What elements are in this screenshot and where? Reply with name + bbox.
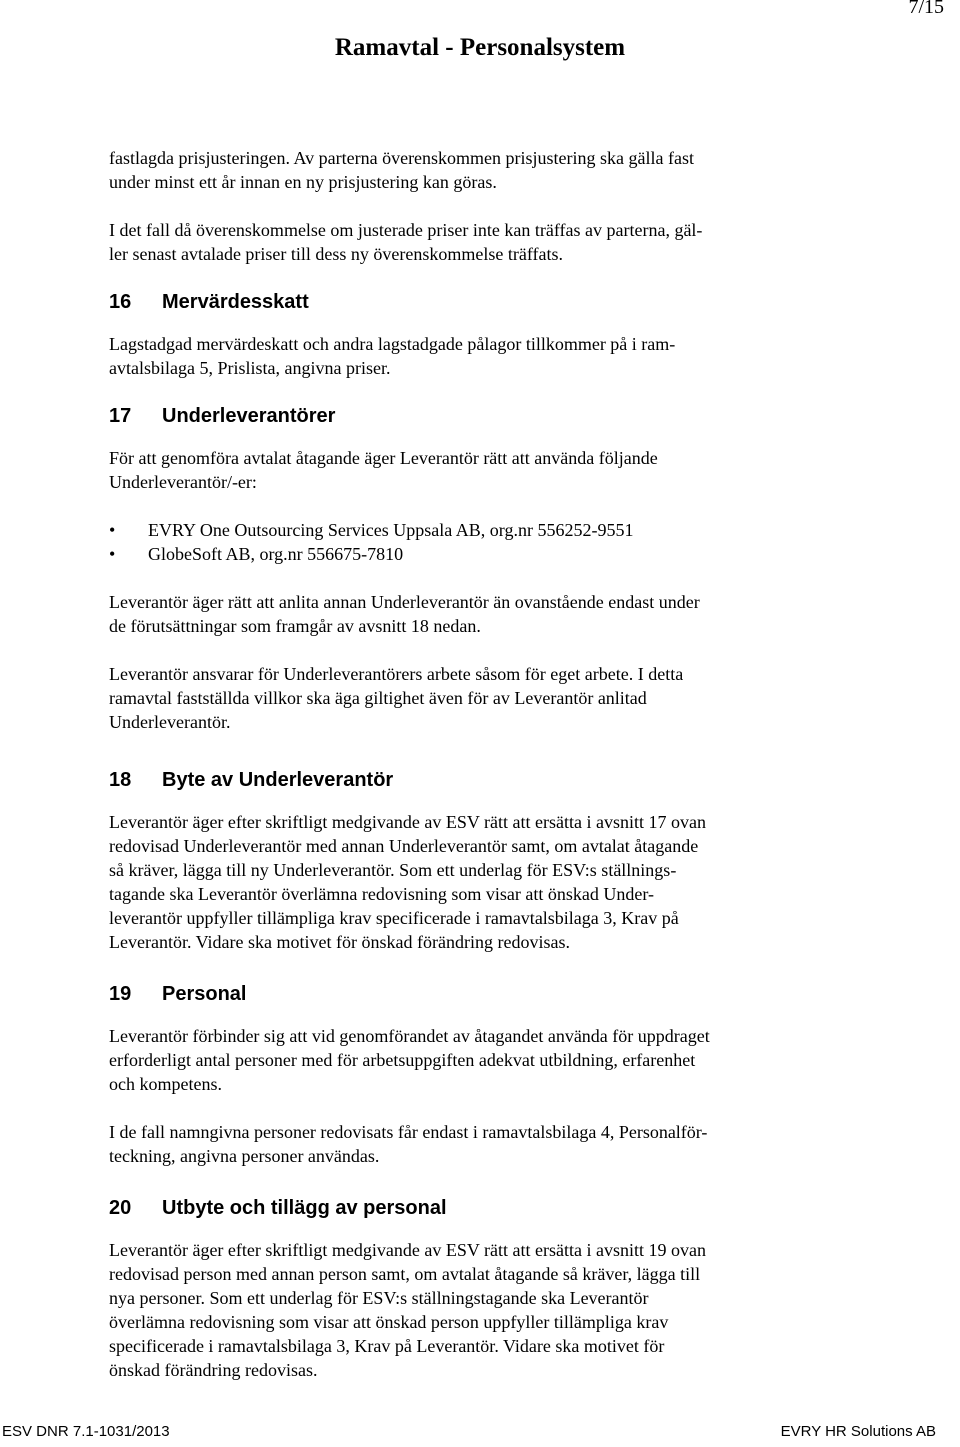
section-16-number: 16 <box>109 291 132 313</box>
section-20-title: Utbyte och tillägg av personal <box>162 1197 447 1219</box>
footer-company: EVRY HR Solutions AB <box>780 1423 936 1440</box>
section-16-heading <box>109 290 789 314</box>
section-16-paragraph-1: Lagstadgad mervärdeskatt och andra lagstadgade pålagor tillkommer på i ram- avtalsbilaga 5, Prislista, angivna priser. <box>109 334 676 378</box>
section-20-number: 20 <box>109 1197 132 1219</box>
page-number: 7/15 <box>908 0 944 18</box>
section-17-title: Underleverantörer <box>162 405 336 427</box>
bullet-icon: • <box>109 544 116 564</box>
section-20-paragraph-1: Leverantör äger efter skriftligt medgivande av ESV rätt att ersätta i avsnitt 19 ovan redovisad person med annan person samt, om avtalat åtagande så kräver, lägga till nya personer. Som ett underlag för ESV:s ställningstagande ska Leverantör överlämna redovisning som visar att önskad person uppfyller tillämpliga krav specificerade i ramavtalsbilaga 3, Krav på Leverantör. Vidare ska motivet för önskad förändring redovisas. <box>109 1240 706 1380</box>
section-17-heading <box>109 404 789 428</box>
intro-paragraph-1: fastlagda prisjusteringen. Av parterna överenskommen prisjustering ska gälla fast under minst ett år innan en ny prisjustering kan göras. <box>109 148 694 192</box>
bullet-icon: • <box>109 520 116 540</box>
section-20-heading <box>109 1196 789 1220</box>
section-17-number: 17 <box>109 405 132 427</box>
section-17-paragraph-1: För att genomföra avtalat åtagande äger Leverantör rätt att använda följande Underleverantör/-er: <box>109 448 658 492</box>
section-19-paragraph-2: I de fall namngivna personer redovisats får endast i ramavtalsbilaga 4, Personalför- teckning, angivna personer användas. <box>109 1122 708 1166</box>
intro-paragraph-2: I det fall då överenskommelse om justerade priser inte kan träffas av parterna, gäl- ler senast avtalade priser till dess ny överenskommelse träffats. <box>109 220 703 264</box>
section-17-paragraph-2: Leverantör äger rätt att anlita annan Underleverantör än ovanstående endast under de förutsättningar som framgår av avsnitt 18 nedan. <box>109 592 700 636</box>
section-19-title: Personal <box>162 983 247 1005</box>
section-19-heading <box>109 982 789 1006</box>
list-item <box>109 542 789 566</box>
section-18-paragraph-1: Leverantör äger efter skriftligt medgivande av ESV rätt att ersätta i avsnitt 17 ovan redovisad Underleverantör med annan Underleverantör samt, om avtalat åtagande så kräver, lägga till ny Underleverantör. Som ett underlag för ESV:s ställnings- tagande ska Leverantör överlämna redovisning som visar att önskad Under- leverantör uppfyller tillämpliga krav specificerade i ramavtalsbilaga 3, Krav på Leverantör. Vidare ska motivet för önskad förändring redovisas. <box>109 812 706 952</box>
list-item <box>109 518 789 542</box>
subcontractor-list <box>109 518 789 566</box>
section-19-number: 19 <box>109 983 132 1005</box>
list-item-text: EVRY One Outsourcing Services Uppsala AB, org.nr 556252-9551 <box>148 520 634 540</box>
list-item-text: GlobeSoft AB, org.nr 556675-7810 <box>148 544 404 564</box>
section-19-paragraph-1: Leverantör förbinder sig att vid genomförandet av åtagandet använda för uppdraget erforderligt antal personer med för arbetsuppgiften adekvat utbildning, erfarenhet och kompetens. <box>109 1026 710 1094</box>
section-17-paragraph-3: Leverantör ansvarar för Underleverantörers arbete såsom för eget arbete. I detta ramavtal fastställda villkor ska äga giltighet även för av Leverantör anlitad Underleverantör. <box>109 664 684 732</box>
section-18-number: 18 <box>109 769 132 791</box>
section-18-title: Byte av Underleverantör <box>162 769 394 791</box>
footer-reference: ESV DNR 7.1-1031/2013 <box>2 1423 170 1440</box>
section-16-title: Mervärdesskatt <box>162 291 309 313</box>
section-18-heading <box>109 768 789 792</box>
document-body <box>109 146 789 1406</box>
document-title: Ramavtal - Personalsystem <box>334 34 626 61</box>
page-footer <box>0 1419 960 1447</box>
